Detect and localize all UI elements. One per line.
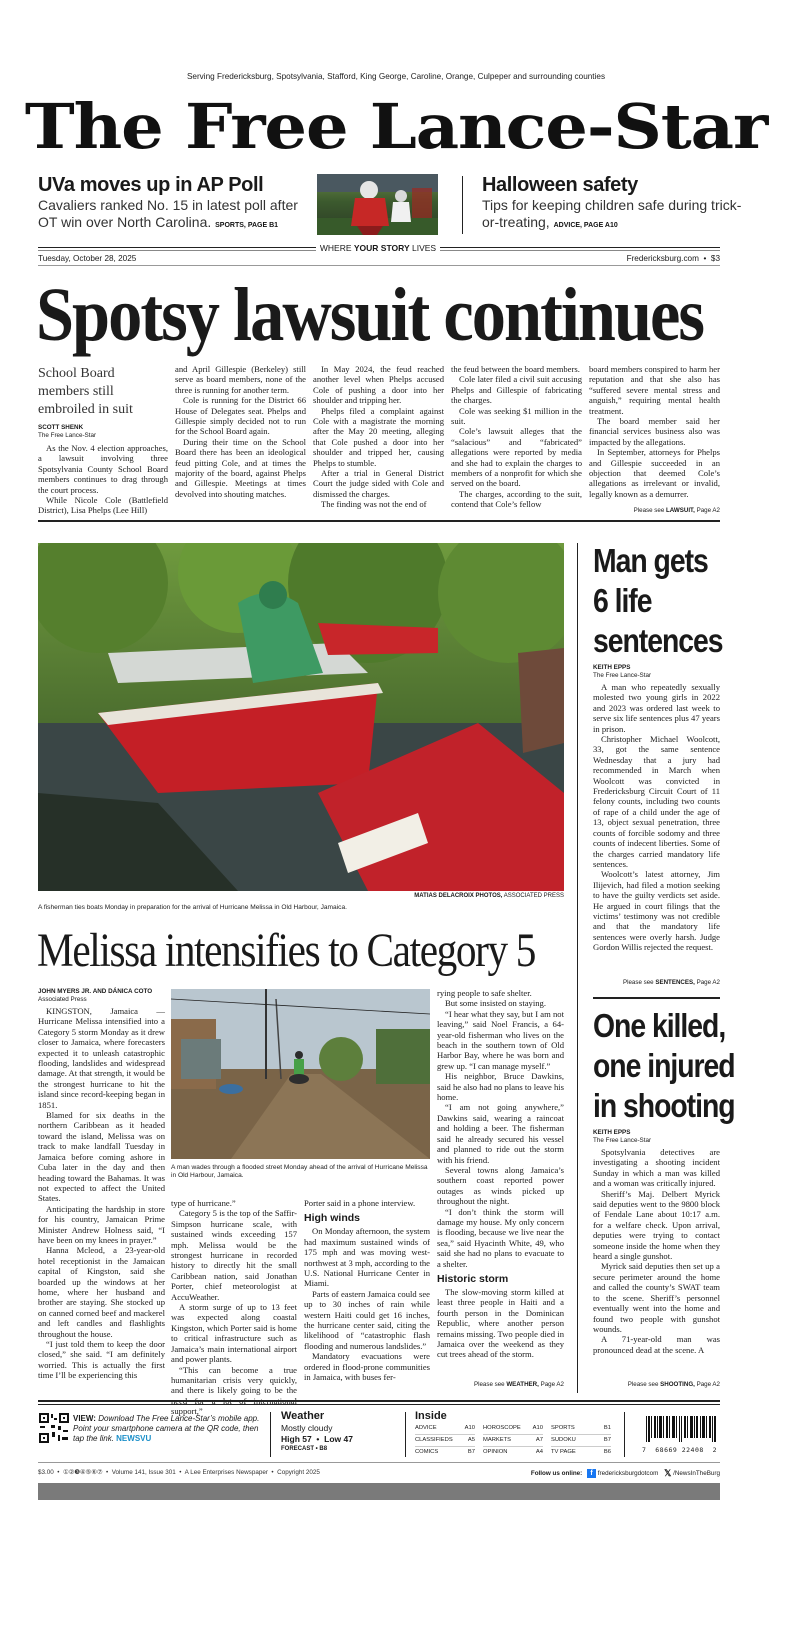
- weather-condition: Mostly cloudy: [281, 1423, 333, 1433]
- right-column-rule: [593, 997, 720, 999]
- shooting-story: [593, 1006, 735, 1355]
- paragraph: The charges, according to the suit, contend that Cole’s fellow: [451, 488, 582, 510]
- x-icon: 𝕏: [664, 1468, 672, 1478]
- website-price[interactable]: Fredericksburg.com • $3: [626, 254, 720, 263]
- teaser-football-photo[interactable]: [317, 174, 438, 235]
- footer-divider-1: [270, 1412, 271, 1457]
- paragraph: board members conspired to harm her reputation and that she also has “suffered severe mental stress and anguish,” requiring mental health treatment.: [589, 364, 720, 416]
- weather-title: Weather: [281, 1410, 325, 1422]
- paragraph: Cole was seeking $1 million in the suit.: [451, 405, 582, 427]
- view-promo[interactable]: [73, 1414, 263, 1444]
- paragraph: Porter said in a phone interview.: [304, 1198, 416, 1208]
- melissa-column-2: [171, 1198, 297, 1417]
- sentences-jump-bold: SENTENCES,: [655, 979, 695, 986]
- inside-entry[interactable]: [551, 1423, 611, 1435]
- footer-divider-2: [405, 1412, 406, 1457]
- newspaper-title: The Free Lance-Star: [24, 90, 768, 163]
- paragraph: Hanna Mcleod, a 23-year-old hotel receptionist in the Jamaican capital of Kingston, said she boarded up the windows at her home, where her husband and brother are staying. She stocked up on canned corned beef and mackerel and left candles and flashlights throughout the house.: [38, 1245, 165, 1339]
- shooting-jump-post: Page A2: [694, 1381, 720, 1388]
- tagline-rule-right-2: [440, 250, 720, 251]
- facebook-link[interactable]: fredericksburgdotcom: [597, 1470, 659, 1478]
- teaser-uva-ref: SPORTS, PAGE B1: [215, 222, 279, 229]
- melissa-jump-bold: WEATHER,: [506, 1381, 539, 1388]
- lead-headline[interactable]: Spotsy lawsuit continues: [36, 273, 704, 357]
- inside-index: [415, 1410, 611, 1458]
- paragraph: In September, attorneys for Phelps and Gillespie succeeded in an objection that deemed Cole’s allegations as irrelevant or invalid, legally known as a demurrer.: [589, 447, 720, 499]
- tagline-rule-left-2: [38, 250, 316, 251]
- social-links: [500, 1468, 720, 1479]
- photo-credit-rest: ASSOCIATED PRESS: [502, 893, 564, 899]
- paragraph: His neighbor, Bruce Dawkins, said he also had no plans to leave his home.: [437, 1071, 564, 1103]
- inside-entry[interactable]: [483, 1447, 543, 1458]
- inside-entry[interactable]: [483, 1435, 543, 1447]
- photo-caption: A fisherman ties boats Monday in preparation for the arrival of Hurricane Melissa in Old Harbour, Jamaica.: [38, 904, 347, 911]
- inside-title: Inside: [415, 1410, 447, 1422]
- melissa-jump[interactable]: [404, 1381, 564, 1388]
- shooting-byline: KEITH EPPS: [593, 1129, 631, 1136]
- inside-entry[interactable]: [483, 1423, 543, 1435]
- melissa-headline[interactable]: Melissa intensifies to Category 5: [37, 924, 536, 977]
- inside-page: A5: [467, 1437, 475, 1443]
- sentences-jump-pre: Please see: [622, 979, 656, 986]
- flooded-street-caption: A man wades through a flooded street Monday ahead of the arrival of Hurricane Melissa in Old Harbour, Jamaica.: [171, 1164, 428, 1180]
- paragraph: Category 5 is the top of the Saffir-Simpson hurricane scale, with sustained winds exceeding 157 mph. Melissa would be the strongest hurricane in recorded history to directly hit the small Caribbean nation, said Jonathan Porter, chief meteorologist at AccuWeather.: [171, 1208, 297, 1302]
- paragraph: Spotsylvania detectives are investigating a shooting incident Sunday in which a man was killed and a woman was critically injured.: [593, 1147, 720, 1189]
- melissa-column-4b: [437, 1287, 564, 1360]
- inside-section: HOROSCOPE: [483, 1425, 521, 1431]
- paragraph: But some insisted on staying.: [445, 998, 546, 1009]
- photo-credit-bold: MATIAS DELACROIX PHOTOS,: [414, 893, 503, 899]
- follow-label: Follow us online:: [530, 1470, 583, 1478]
- qr-code[interactable]: [38, 1412, 70, 1444]
- lead-jump-bold: LAWSUIT,: [666, 507, 695, 514]
- melissa-column-3a: [304, 1198, 430, 1208]
- melissa-column-1: [38, 1006, 165, 1381]
- paragraph: Anticipating the hardship in store for his country, Jamaican Prime Minister Andrew Holness said, “I have been on my knees in prayer.”: [38, 1203, 165, 1245]
- inside-page: A7: [535, 1437, 543, 1443]
- paragraph: Cole later filed a civil suit accusing Phelps and Gillespie of fabricating the charges.: [451, 374, 582, 406]
- inside-entry[interactable]: [415, 1447, 475, 1458]
- paragraph: On Monday afternoon, the system had maximum sustained winds of 175 mph and was moving west-northwest at 3 mph, according to the U.S. National Hurricane Center in Miami.: [304, 1226, 430, 1289]
- paragraph: Christopher Michael Woolcott, 33, got the same sentence Wednesday that a jury had recommended in March when Woolcott was convicted in Fredericksburg Circuit Court of 11 felony counts, including two counts of rape of a child under the age of 13, object sexual penetration, three counts of forcible sodomy and three counts of indecent liberties. Some of the charges carried mandatory life sentences.: [593, 734, 720, 869]
- footer-top-rule-2: [38, 1404, 720, 1405]
- shooting-headline-3[interactable]: in shooting: [593, 1087, 735, 1124]
- lead-column-4: [451, 364, 582, 510]
- paragraph: Woolcott’s latest attorney, Jim Ilijevich, had filed a motion seeking to have the guilty verdicts set aside. He argued in court filings that the victims’ testimony was not credible and that the mandatory life sentences were overly harsh. Judge Gordon Willis rejected the request.: [593, 869, 720, 953]
- paragraph: “I don’t think the storm will damage my house. My only concern is flooding, because we live near the sea,” said Hyacinth White, 49, who said she had no plans to evacuate to a shelter.: [437, 1206, 564, 1269]
- melissa-jump-pre: Please see: [473, 1381, 507, 1388]
- flooded-street-photo[interactable]: [171, 989, 430, 1159]
- barcode-number: 7 68669 22408 2: [642, 1446, 718, 1454]
- teaser-uva-text: Cavaliers ranked No. 15 in latest poll after OT win over North Carolina.: [38, 197, 298, 230]
- shooting-headline-1[interactable]: One killed,: [593, 1007, 726, 1044]
- sentences-body: [593, 682, 720, 953]
- paragraph: The finding was not the end of: [321, 499, 427, 510]
- paragraph: Myrick said deputies then set up a secure perimeter around the home and called the county’s SWAT team to the scene. Sheriff’s personnel eventually went into the home and found two people with gunshot wounds.: [593, 1261, 720, 1334]
- sentences-affiliation: The Free Lance-Star: [593, 672, 652, 679]
- shooting-affiliation: The Free Lance-Star: [593, 1137, 652, 1144]
- paragraph: Cole’s lawsuit alleges that the “salacious” and “fabricated” allegations were reported by media and she had to explain the charges to members of a nonprofit for which she served on the board.: [451, 426, 582, 489]
- paragraph: The board member said her financial services business also was impacted by the allegations.: [589, 416, 720, 447]
- issue-lee: A Lee Enterprises Newspaper: [184, 1469, 268, 1476]
- shooting-body: [593, 1147, 720, 1355]
- tagline-rule-left: [38, 247, 316, 248]
- tagline-pre: WHERE: [319, 243, 354, 253]
- footer-gray-band: [38, 1483, 720, 1500]
- tagline-bold: YOUR STORY: [353, 243, 410, 253]
- teaser-halloween-headline: Halloween safety: [482, 174, 638, 196]
- lead-column-3: [313, 364, 444, 510]
- melissa-column-4a: [437, 988, 564, 1269]
- paragraph: As the Nov. 4 election approaches, a lawsuit involving three Spotsylvania County School Board members continues to drag through the court process.: [38, 443, 168, 495]
- lead-column-5: [589, 364, 720, 499]
- newsvu-logo: NEWSVU: [116, 1434, 152, 1443]
- paragraph: Cole is running for the District 66 House of Delegates seat. Phelps and Gillespie simply decided not to run for the School Board again.: [175, 395, 306, 437]
- issue-volume: Volume 141, Issue 301: [111, 1469, 176, 1476]
- sentences-story: [593, 541, 723, 953]
- weather-temps: High 57 • Low 47: [281, 1434, 353, 1444]
- inside-section: ADVICE: [415, 1425, 437, 1431]
- teaser-halloween-ref: ADVICE, PAGE A10: [553, 222, 618, 229]
- issue-days: ①②❸④⑤⑥⑦: [62, 1469, 103, 1476]
- right-column-divider: [577, 543, 578, 1393]
- paragraph: the feud between the board members.: [451, 364, 580, 374]
- sentences-jump-post: Page A2: [694, 979, 720, 986]
- photo-credit: [300, 893, 564, 899]
- tagline-rule-right: [440, 247, 720, 248]
- footer-top-rule: [38, 1400, 720, 1402]
- paragraph: “I just told them to keep the door closed,” she said. “I am definitely worried. This is actually the first time I’ll be experiencing this: [38, 1339, 165, 1381]
- melissa-jump-post: Page A2: [538, 1381, 564, 1388]
- weather-box[interactable]: [281, 1410, 401, 1454]
- twitter-link[interactable]: /NewsInTheBurg: [673, 1470, 720, 1478]
- paragraph: KINGSTON, Jamaica — Hurricane Melissa intensified into a Category 5 storm Monday as it drew closer to Jamaica, where forecasters expected it to unleash catastrophic flooding, landslides and widespread damage. At that strength, it would be the strongest hurricane to hit the island since record-keeping began in 1851.: [38, 1006, 165, 1110]
- teaser-divider: [462, 176, 463, 234]
- inside-entry[interactable]: [415, 1435, 475, 1447]
- lead-byline: SCOTT SHENK: [38, 424, 84, 431]
- teaser-uva[interactable]: [38, 173, 313, 234]
- tagline-post: LIVES: [409, 243, 437, 253]
- inside-page: A4: [535, 1449, 543, 1455]
- weather-forecast: FORECAST • B8: [281, 1446, 328, 1452]
- lead-jump[interactable]: [560, 507, 720, 514]
- inside-page: A10: [532, 1425, 543, 1431]
- shooting-jump[interactable]: [560, 1381, 720, 1388]
- sentences-headline-1[interactable]: Man gets: [593, 542, 708, 579]
- paragraph: While Nicole Cole (Battlefield District), Lisa Phelps (Lee Hill): [38, 495, 168, 516]
- lead-jump-pre: Please see: [633, 507, 666, 514]
- inside-section: COMICS: [415, 1449, 439, 1455]
- paragraph: and April Gillespie (Berkeley) still serve as board members, none of the three is running for another term.: [175, 364, 306, 395]
- inside-grid: [415, 1423, 611, 1458]
- paragraph: A 71-year-old man was pronounced dead at the scene. A: [593, 1334, 720, 1355]
- footer-bottom-rule: [38, 1462, 720, 1463]
- inside-section: OPINION: [483, 1449, 508, 1455]
- view-label: VIEW:: [73, 1414, 96, 1423]
- inside-entry[interactable]: [551, 1447, 611, 1458]
- shooting-jump-bold: SHOOTING,: [660, 1381, 695, 1388]
- inside-page: B6: [603, 1449, 611, 1455]
- paragraph: Several towns along Jamaica’s southern coast reported power outages as winds picked up throughout the night.: [437, 1164, 564, 1207]
- paragraph: Parts of eastern Jamaica could see up to 30 inches of rain while western Haiti could get 16 inches, the hurricane center said, citing the likelihood of “catastrophic flash flooding and numerous landslides.”: [304, 1288, 430, 1351]
- paragraph: After a trial in General District Court the judge sided with Cole and dismissed the charges.: [313, 468, 444, 499]
- paragraph: type of hurricane.”: [171, 1198, 236, 1208]
- lead-column-2: [175, 364, 306, 499]
- inside-entry[interactable]: [415, 1423, 475, 1435]
- paragraph: “This can become a true humanitarian crisis very quickly, and there is likely going to be the support,”: [171, 1364, 297, 1417]
- inside-page: B7: [467, 1449, 475, 1455]
- barcode: [642, 1416, 720, 1454]
- paragraph: “I hear what they say, but I am not leaving,” said Noel Francis, a 64-year-old fisherman who lives on the beach in the southern town of Old Harbor Bay, where he was born and grew up. “I can manage myself.”: [437, 1008, 564, 1071]
- lead-column-1: [38, 443, 168, 516]
- paragraph: A storm surge of up to 13 feet was expected along coastal Kingston, which Porter said is home to critical infrastructure such as Jamaica’s main international airport and power plants.: [171, 1302, 297, 1365]
- tagline: [316, 243, 440, 253]
- paragraph: Phelps filed a complaint against Cole with a magistrate the morning after the May 20 meeting, alleging that Cole pushed a door into her shoulder and tripped her, causing Phelps to stumble.: [313, 405, 444, 468]
- inside-section: SPORTS: [551, 1425, 575, 1431]
- footer-divider-3: [624, 1412, 625, 1457]
- paragraph: Blamed for six deaths in the northern Caribbean as it headed toward the island, Melissa was on track to make landfall Tuesday in Jamaica before coming ashore in Cuba later in the day and then heading toward the Bahamas. It was not expected to affect the United States.: [38, 1110, 165, 1204]
- teaser-uva-headline: UVa moves up in AP Poll: [38, 174, 264, 196]
- sentences-jump[interactable]: [560, 979, 720, 986]
- hurricane-boats-photo[interactable]: [38, 543, 564, 891]
- date-rule: [38, 265, 720, 266]
- sentences-headline-2[interactable]: 6 life: [593, 582, 652, 619]
- melissa-column-3b: [304, 1226, 430, 1382]
- shooting-jump-pre: Please see: [627, 1381, 661, 1388]
- lead-bottom-rule: [38, 520, 720, 522]
- issue-price: $3.00: [38, 1469, 54, 1476]
- melissa-byline: JOHN MYERS JR. AND DÁNICA COTO: [38, 988, 153, 995]
- high-winds-subhead: High winds: [304, 1212, 360, 1225]
- shooting-headline-2[interactable]: one injured: [593, 1047, 735, 1084]
- paragraph: rying people to safe shelter.: [437, 988, 532, 998]
- teaser-halloween-text: Tips for keeping children safe during trick-or-treating,: [482, 197, 742, 230]
- paragraph: A man who repeatedly sexually molested two young girls in 2022 and 2023 was ordered last week to serve six life sentences plus 47 years in prison.: [593, 682, 720, 734]
- inside-section: MARKETS: [483, 1437, 512, 1443]
- inside-section: CLASSIFIEDS: [415, 1437, 453, 1443]
- inside-page: A10: [464, 1425, 475, 1431]
- issue-info: $3.00 • ①②❸④⑤⑥⑦ • Volume 141, Issue 301 • A Lee Enterprises Newspaper • Copyright 2025: [38, 1469, 320, 1476]
- sentences-headline-3[interactable]: sentences: [593, 622, 723, 659]
- teaser-halloween[interactable]: [482, 173, 742, 234]
- service-line: Serving Fredericksburg, Spotsylvania, Stafford, King George, Caroline, Orange, Culpeper and surrounding counties: [186, 72, 606, 81]
- paragraph: The slow-moving storm killed at least three people in Haiti and a fourth person in the Dominican Republic, where another person remains missing. Two people died in Jamaica over the weekend as they cut trees ahead of the storm.: [437, 1286, 564, 1360]
- lead-affiliation: The Free Lance-Star: [38, 432, 97, 439]
- inside-section: TV PAGE: [551, 1449, 576, 1455]
- paragraph: In May 2024, the feud reached another level when Phelps accused Cole of pushing a door into her shoulder and tripping her.: [313, 364, 444, 406]
- melissa-column-3: [304, 1198, 430, 1383]
- melissa-affiliation: Associated Press: [38, 996, 87, 1003]
- lead-jump-post: Page A2: [694, 507, 720, 514]
- lead-deck: School Board members still embroiled in suit: [38, 366, 133, 417]
- paragraph: “I am not going anywhere,” Dawkins said, wearing a raincoat and holding a beer. The fisherman said he already secured his vessel and planned to ride out the storm with his friend.: [437, 1102, 564, 1165]
- melissa-column-4: [437, 988, 564, 1360]
- facebook-icon: f: [587, 1469, 596, 1478]
- issue-copyright: Copyright 2025: [277, 1469, 320, 1476]
- issue-date: Tuesday, October 28, 2025: [38, 254, 137, 263]
- inside-page: B1: [603, 1425, 611, 1431]
- historic-storm-subhead: Historic storm: [437, 1272, 509, 1285]
- inside-section: SUDOKU: [551, 1437, 576, 1443]
- view-text: Download The Free Lance-Star’s mobile app. Point your smartphone camera at the QR code, then tap the link.: [73, 1414, 260, 1443]
- inside-entry[interactable]: [551, 1435, 611, 1447]
- paragraph: During their time on the School Board there has been an ideological feud pitting Cole, and at times the majority of the board, against Phelps and Gillespie. Meetings at times devolved into shouting matches.: [175, 436, 306, 499]
- sentences-byline: KEITH EPPS: [593, 664, 631, 671]
- inside-page: B7: [603, 1437, 611, 1443]
- paragraph: Mandatory evacuations were ordered in flood-prone communities in Jamaica, with buses fer-: [304, 1351, 430, 1383]
- paragraph: Sheriff’s Maj. Delbert Myrick said deputies went to the 9800 block of Fendale Lane about 10:17 a.m. for a welfare check. Upon arrival, deputies were trying to contact someone inside the home when they heard a single gunshot.: [593, 1188, 720, 1262]
